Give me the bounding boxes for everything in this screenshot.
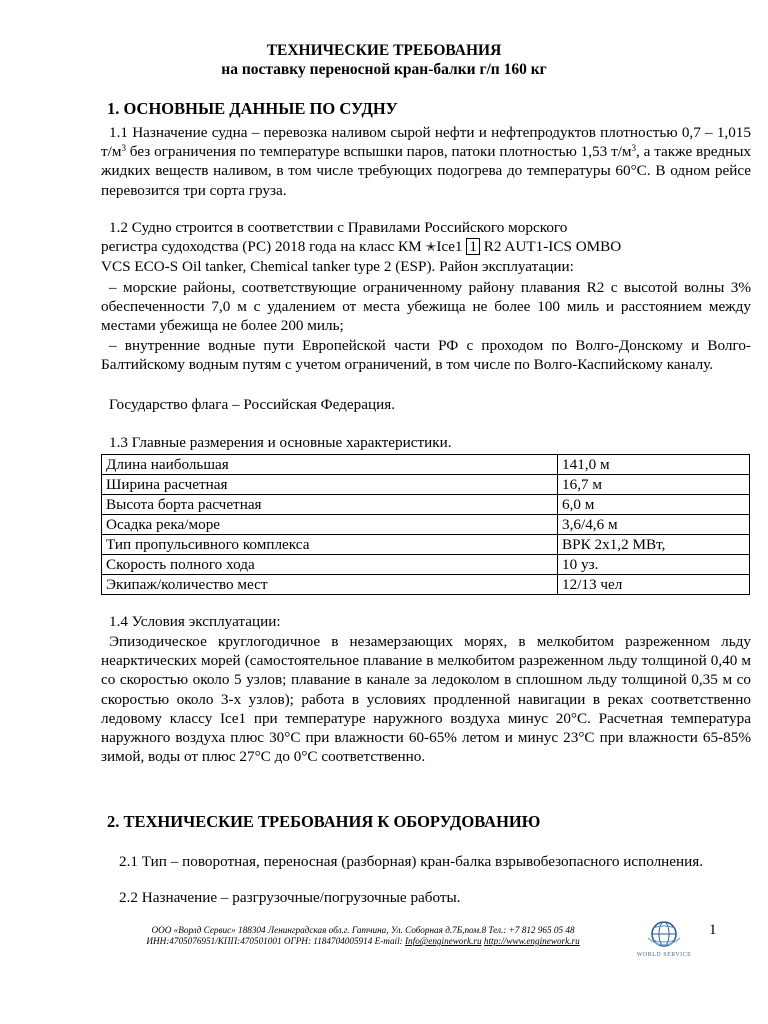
spec-name: Осадка река/море xyxy=(102,515,558,535)
website-link[interactable]: http://www.enginework.ru xyxy=(483,936,580,946)
spec-name: Высота борта расчетная xyxy=(102,495,558,515)
paragraph-1-2-line-1: 1.2 Судно строится в соответствии с Правилами Российского морского xyxy=(109,219,568,236)
section-2-heading: 2. ТЕХНИЧЕСКИЕ ТРЕБОВАНИЯ К ОБОРУДОВАНИЮ xyxy=(107,812,541,831)
paragraph-1-2-line-2: регистра судоходства (РС) 2018 года на класс КМ ✭Ice1 1 R2 AUT1-ICS OMBO xyxy=(101,238,622,255)
table-row xyxy=(102,575,750,595)
page-number: 1 xyxy=(709,922,717,938)
table-row xyxy=(102,475,750,495)
flag-state: Государство флага – Российская Федерация. xyxy=(109,396,396,413)
paragraph-inland-waterways: – внутренние водные пути Европейской части РФ с проходом по Волго-Донскому и Волго-Балтийскому водным путям с учетом ограничений, в том числе по Волго-Каспийскому каналу. xyxy=(101,337,751,374)
table-row xyxy=(102,555,750,575)
spec-name: Ширина расчетная xyxy=(102,475,558,495)
paragraph-1-3-heading: 1.3 Главные размерения и основные характеристики. xyxy=(109,434,452,451)
spec-name: Длина наибольшая xyxy=(102,455,558,475)
spec-value: 10 уз. xyxy=(558,555,750,575)
class-box: 1 xyxy=(466,238,480,255)
email-link[interactable]: Info@enginework.ru xyxy=(405,936,482,946)
paragraph-1-2-line-3: VCS ECO-S Oil tanker, Chemical tanker type 2 (ESP). Район эксплуатации: xyxy=(101,258,574,275)
footer-registration: ИНН:4705076951/КПП:470501001 ОГРН: 1184704005914 E-mail: Info@enginework.ru http://www.enginework.ru xyxy=(146,936,580,946)
spec-value: ВРК 2х1,2 МВт, xyxy=(558,535,750,555)
spec-value: 6,0 м xyxy=(558,495,750,515)
table-row xyxy=(102,515,750,535)
table-row xyxy=(102,495,750,515)
paragraph-2-2: 2.2 Назначение – разгрузочные/погрузочные работы. xyxy=(119,889,461,906)
paragraph-sea-areas: – морские районы, соответствующие ограниченному району плавания R2 с высотой волны 3% обеспеченности 7,0 м с удалением от места убежища не более 100 миль и расстоянием между местами убежища не более 200 миль; xyxy=(101,279,751,335)
document-title: ТЕХНИЧЕСКИЕ ТРЕБОВАНИЯ xyxy=(266,42,502,59)
paragraph-1-4-heading: 1.4 Условия эксплуатации: xyxy=(109,613,281,630)
paragraph-1-4-text: Эпизодическое круглогодичное в незамерзающих морях, в мелкобитом разреженном льду неарктических морей (самостоятельное плавание в мелкобитом разреженном льду толщиной 0,40 м со скоростью около 5 узлов; плавание в канале за ледоколом в сплошном льду толщиной 0,35 м со скоростью около 3-х узлов); работа в условиях продленной навигации в реках соответственно ледовому классу Ice1 при температуре наружного воздуха минус 20°С. Расчетная температура наружного воздуха плюс 30°С при влажности 60-65% летом и минус 23°С при влажности 65-85% зимой, воды от плюс 27°С до 0°С соответственно. xyxy=(101,633,751,766)
spec-value: 3,6/4,6 м xyxy=(558,515,750,535)
specs-table xyxy=(101,454,750,595)
world-service-logo xyxy=(622,918,706,970)
logo-text: WORLD SERVICE xyxy=(636,952,692,958)
table-row xyxy=(102,535,750,555)
star-icon: ✭ xyxy=(425,239,437,254)
section-1-heading: 1. ОСНОВНЫЕ ДАННЫЕ ПО СУДНУ xyxy=(107,99,398,118)
paragraph-2-1: 2.1 Тип – поворотная, переносная (разборная) кран-балка взрывобезопасного исполнения. xyxy=(119,853,704,870)
footer-address: ООО «Ворлд Сервис» 188304 Ленинградская обл.г. Гатчина, Ул. Соборная д.7Б,пом.8 Тел.: +7 812 965 05 48 xyxy=(151,925,575,935)
paragraph-1-1: 1.1 Назначение судна – перевозка наливом сырой нефти и нефтепродуктов плотностью 0,7 – 1,015 $т/м^3$ без ограничения по температуре вспышки паров, патоки плотностью 1,53 $т/м^3$, а также вредных жидких веществ наливом, в том числе требующих подогрева до температуры 60°С. В одном рейсе перевозится три сорта груза. xyxy=(101,124,751,199)
spec-name: Скорость полного хода xyxy=(102,555,558,575)
spec-name: Тип пропульсивного комплекса xyxy=(102,535,558,555)
spec-value: 16,7 м xyxy=(558,475,750,495)
spec-name: Экипаж/количество мест xyxy=(102,575,558,595)
table-row xyxy=(102,455,750,475)
page-footer xyxy=(103,925,623,947)
spec-value: 12/13 чел xyxy=(558,575,750,595)
document-subtitle: на поставку переносной кран-балки г/п 160 кг xyxy=(221,61,547,78)
spec-value: 141,0 м xyxy=(558,455,750,475)
